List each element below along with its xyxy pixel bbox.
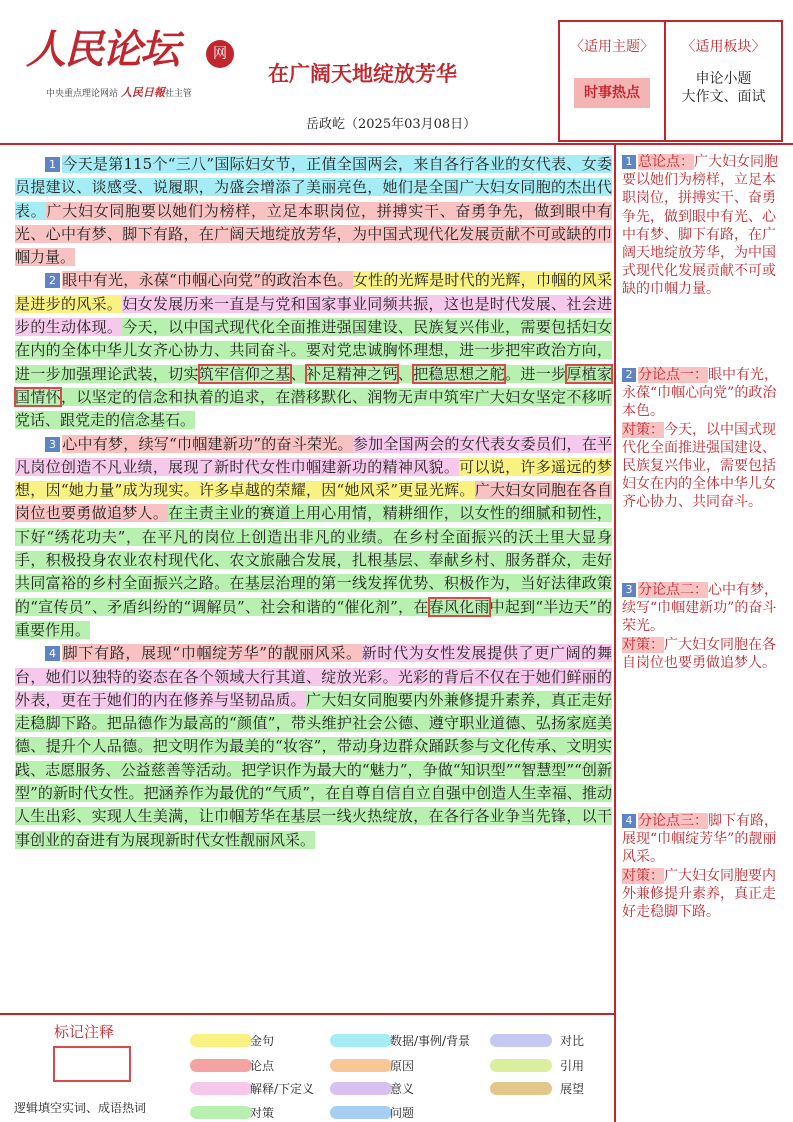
sidebar-note-3 bbox=[622, 581, 784, 672]
author-date: 岳政屹（2025年03月08日） bbox=[306, 117, 477, 132]
legend-swatch bbox=[190, 1106, 252, 1119]
logo-net-badge: 网 bbox=[206, 40, 234, 68]
legend-swatch bbox=[330, 1059, 392, 1072]
paragraph-2 bbox=[15, 269, 612, 432]
paragraph-number-badge: 1 bbox=[45, 157, 60, 172]
highlight-explanation: 妇女发展历来一直是与党和国家事业同频共振，这也是时代发展、社会进步的生动体现。 bbox=[15, 294, 612, 337]
highlight-argument: 广大妇女同胞在各自岗位也要勇做追梦人。 bbox=[15, 481, 612, 523]
article-body bbox=[15, 153, 612, 852]
note-label: 对策： bbox=[622, 636, 664, 653]
keyword-box: 补足精神之钙 bbox=[305, 364, 398, 383]
legend-note: 逻辑填空实词、成语热词 bbox=[14, 1101, 147, 1115]
note-text: 广大妇女同胞要以她们为榜样，立足本职岗位，拼搏实干、奋勇争先，做到眼中有光、心中有梦、脚下有路，在广阔天地绽放芳华，为中国式现代化发展贡献不可或缺的巾帼力量。 bbox=[622, 154, 778, 298]
site-logo bbox=[26, 18, 236, 100]
keyword-box: 筑牢信仰之基 bbox=[198, 364, 291, 383]
note-text: 脚下有路，展现“巾帼绽芳华”的靓丽风采。 bbox=[622, 813, 778, 866]
highlight-argument: 脚下有路，展现“巾帼绽芳华”的靓丽风采。 bbox=[62, 644, 362, 663]
page-title: 在广阔天地绽放芳华 bbox=[268, 61, 457, 86]
note-label: 分论点一： bbox=[638, 367, 708, 383]
section-tag-box bbox=[664, 20, 783, 142]
note-label: 分论点二： bbox=[638, 582, 708, 598]
legend-swatch bbox=[330, 1082, 392, 1095]
highlight-argument: 眼中有光，永葆“巾帼心向党”的政治本色。 bbox=[62, 271, 353, 290]
note-text: 广大妇女同胞在各自岗位也要勇做追梦人。 bbox=[622, 636, 776, 671]
sidebar-note-4 bbox=[622, 812, 784, 921]
keyword-box: 把稳思想之舵 bbox=[413, 364, 506, 383]
highlight-quote: 女性的光辉是时代的光辉，巾帼的风采是进步的风采。 bbox=[15, 271, 612, 313]
legend-swatch bbox=[190, 1059, 252, 1072]
note-text: 今天，以中国式现代化全面推进强国建设、民族复兴伟业，需要包括妇女在内的全体中华儿女齐心协力、共同奋斗。 bbox=[622, 421, 776, 511]
highlight-countermeasure: 今天，以中国式现代化全面推进强国建设、民族复兴伟业，需要包括妇女在内的全体中华儿女齐心协力、共同奋斗。要对党忠诚胸怀理想，进一步把牢政治方向，进一步加强理论武装，切实筑牢信仰之基、补足精神之钙、把稳思想之舵。进一步厚植家国情怀，以坚定的信念和执着的追求，在潜移默化、润物无声中筑牢广大妇女坚定不移听党话、跟党走的信念基石。 bbox=[15, 318, 612, 430]
highlight-explanation: 参加全国两会的女代表女委员们，在平凡岗位创造不凡业绩，展现了新时代女性巾帼建新功的精神风貌。 bbox=[15, 434, 612, 476]
note-label: 对策： bbox=[622, 421, 664, 438]
theme-tag-box bbox=[558, 20, 666, 142]
theme-tag-heading: 〈适用主题〉 bbox=[570, 39, 654, 55]
legend-keyword-box-sample bbox=[53, 1046, 131, 1082]
legend-swatch bbox=[190, 1082, 252, 1095]
note-number-badge: 2 bbox=[622, 368, 636, 382]
section-tag-heading: 〈适用板块〉 bbox=[681, 39, 766, 55]
paragraph-1 bbox=[15, 153, 612, 269]
legend-swatch bbox=[490, 1059, 552, 1072]
paragraph-number-badge: 3 bbox=[45, 437, 60, 452]
note-text: 眼中有光，永葆“巾帼心向党”的政治本色。 bbox=[622, 367, 778, 420]
highlight-countermeasure: 在主责主业的赛道上用心用情，精耕细作，以女性的细腻和韧性，下好“绣花功夫”，在平凡的岗位上创造出非凡的业绩。在乡村全面振兴的沃土里大显身手，积极投身农业农村现代化、农文旅融合发展，扎根基层、奉献乡村、服务群众，走好共同富裕的乡村全面振兴之路。在基层治理的第一线发挥优势、积极作为，当好法律政策的“宣传员”、矛盾纠纷的“调解员”、社会和谐的“催化剂”，在春风化雨中起到“半边天”的重要作用。 bbox=[15, 504, 612, 639]
legend-swatch bbox=[330, 1034, 392, 1047]
legend-swatch bbox=[190, 1034, 252, 1047]
logo-text: 人民论坛 bbox=[26, 26, 178, 73]
paragraph-4 bbox=[15, 642, 612, 852]
highlight-quote: 可以说，许多遥远的梦想，因“她力量”成为现实。许多卓越的荣耀，因“她风采”更显光辉。 bbox=[15, 457, 612, 500]
paragraph-number-badge: 2 bbox=[45, 273, 60, 288]
note-number-badge: 1 bbox=[622, 155, 636, 169]
legend-divider bbox=[0, 1013, 614, 1015]
keyword-box: 厚植家国情怀 bbox=[15, 364, 612, 406]
note-label: 对策： bbox=[622, 867, 664, 884]
header-divider bbox=[0, 143, 793, 145]
note-label: 总论点： bbox=[638, 154, 694, 170]
paragraph-3 bbox=[15, 433, 612, 643]
legend-swatch bbox=[330, 1106, 392, 1119]
legend-swatch bbox=[490, 1034, 552, 1047]
highlight-background: 今天是第115个“三八”国际妇女节，正值全国两会，来自各行各业的女代表、女委员提建议、谈感受、说履职，为盛会增添了美丽亮色，她们是全国广大妇女同胞的杰出代表。 bbox=[15, 155, 612, 220]
sidebar-note-2 bbox=[622, 366, 784, 512]
sidebar-note-1 bbox=[622, 153, 784, 299]
theme-tag-value: 时事热点 bbox=[574, 78, 650, 108]
highlight-argument: 广大妇女同胞要以她们为榜样，立足本职岗位，拼搏实干、奋勇争先，做到眼中有光、心中有梦、脚下有路，在广阔天地绽放芳华，为中国式现代化发展贡献不可或缺的巾帼力量。 bbox=[15, 201, 612, 267]
paragraph-number-badge: 4 bbox=[45, 646, 60, 661]
legend-title: 标记注释 bbox=[54, 1023, 115, 1041]
legend-swatch bbox=[490, 1082, 552, 1095]
highlight-countermeasure: 广大妇女同胞要内外兼修提升素养，真正走好走稳脚下路。把品德作为最高的“颜值”，带头维护社会公德、遵守职业道德、弘扬家庭美德、提升个人品德。把文明作为最美的“妆容”，带动身边群众踊跃参与文化传承、文明实践、志愿服务、公益慈善等活动。把学识作为最大的“魅力”，争做“知识型”“智慧型”“创新型”的新时代女性。把涵养作为最优的“气质”，在自尊自信自立自强中创造人生幸福、推动人生出彩、实现人生美满，让巾帼芳华在基层一线火热绽放，在各行各业争当先锋，以干事创业的奋进有为展现新时代女性靓丽风采。 bbox=[15, 690, 612, 849]
keyword-box: 春风化雨 bbox=[428, 597, 490, 616]
section-tag-value: 申论小题 大作文、面试 bbox=[681, 71, 766, 105]
note-text: 广大妇女同胞要内外兼修提升素养，真正走好走稳脚下路。 bbox=[622, 867, 776, 921]
logo-subtitle: 中央重点理论网站 人民日報社主管 bbox=[46, 86, 192, 99]
note-label: 分论点三： bbox=[638, 813, 708, 829]
note-text: 心中有梦，续写“巾帼建新功”的奋斗荣光。 bbox=[622, 582, 778, 635]
column-divider bbox=[614, 143, 616, 1122]
highlight-explanation: 新时代为女性发展提供了更广阔的舞台，她们以独特的姿态在各个领域大行其道、绽放光彩。光彩的背后不仅在于她们鲜丽的外表，更在于她们的内在修养与坚韧品质。 bbox=[15, 644, 612, 709]
note-number-badge: 3 bbox=[622, 583, 636, 597]
highlight-argument: 心中有梦，续写“巾帼建新功”的奋斗荣光。 bbox=[62, 434, 353, 453]
note-number-badge: 4 bbox=[622, 814, 636, 828]
